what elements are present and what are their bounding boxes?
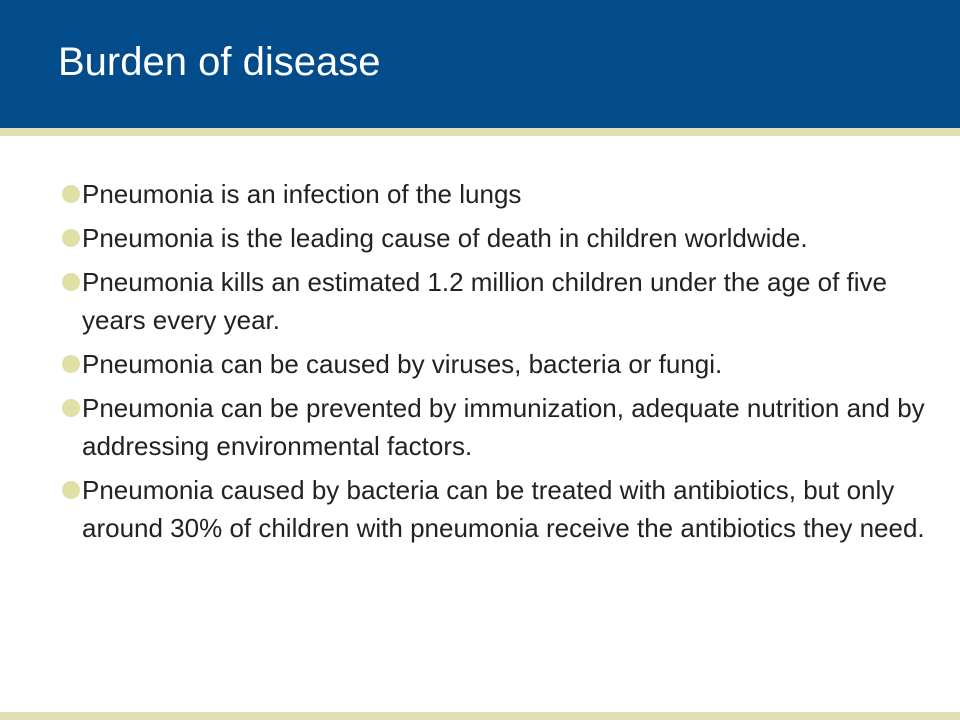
footer-accent-rule — [0, 712, 960, 720]
bullet-dot-icon — [62, 355, 80, 373]
slide-title: Burden of disease — [58, 40, 381, 84]
bullet-item — [62, 389, 942, 465]
bullet-text: Pneumonia can be caused by viruses, bacteria or fungi. — [82, 349, 723, 379]
bullet-dot-icon — [62, 399, 80, 417]
bullet-item — [62, 219, 942, 257]
bullet-dot-icon — [62, 185, 80, 203]
bullet-text: Pneumonia caused by bacteria can be treated with antibiotics, but only around 30% of children with pneumonia receive the antibiotics they need. — [82, 475, 925, 543]
bullet-dot-icon — [62, 481, 80, 499]
bullet-text: Pneumonia is an infection of the lungs — [82, 179, 522, 209]
header-accent-rule — [0, 128, 960, 136]
bullet-item — [62, 345, 942, 383]
bullet-item — [62, 175, 942, 213]
bullet-item — [62, 263, 942, 339]
bullet-text: Pneumonia kills an estimated 1.2 million children under the age of five years every year. — [82, 267, 888, 335]
bullet-text: Pneumonia can be prevented by immunization, adequate nutrition and by addressing environmental factors. — [82, 393, 925, 461]
bullet-list — [62, 175, 942, 553]
bullet-item — [62, 471, 942, 547]
bullet-dot-icon — [62, 273, 80, 291]
bullet-dot-icon — [62, 229, 80, 247]
bullet-text: Pneumonia is the leading cause of death in children worldwide. — [82, 223, 808, 253]
header-band — [0, 0, 960, 128]
